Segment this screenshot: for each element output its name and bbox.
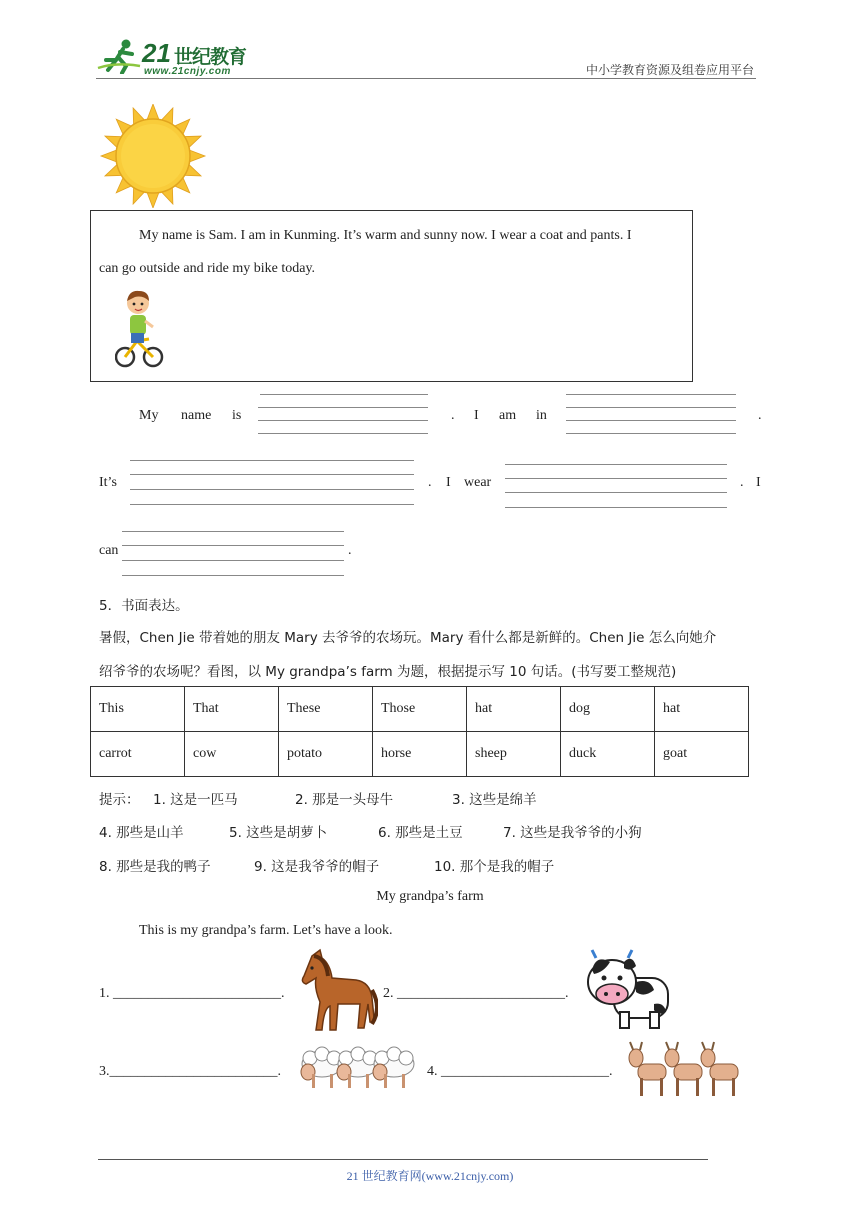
- question-5-title: 5．书面表达。: [99, 598, 189, 614]
- fill-dot-5: .: [348, 543, 352, 558]
- hints-label: 提示：: [99, 792, 140, 808]
- fill-dot-4: .: [740, 475, 744, 490]
- table-cell: Those: [373, 687, 467, 732]
- hint-5: 5. 这些是胡萝卜: [229, 825, 328, 841]
- horse-icon: [298, 948, 378, 1034]
- essay-blank-3[interactable]: 3.________________________.: [99, 1064, 281, 1079]
- fill-dot-2: .: [758, 408, 762, 423]
- site-logo: [96, 34, 266, 80]
- essay-blank-1[interactable]: 1. ________________________.: [99, 986, 285, 1001]
- header-divider: [96, 78, 756, 79]
- table-cell: This: [91, 687, 185, 732]
- footer-divider: [98, 1159, 708, 1160]
- boy-on-bike-icon: [115, 287, 167, 371]
- fill-dot-3: .: [428, 475, 432, 490]
- table-row: [91, 732, 749, 777]
- cow-icon: [584, 948, 674, 1034]
- fill-word-my: My: [139, 408, 159, 423]
- fill-word-i-3: I: [756, 475, 761, 490]
- table-row: [91, 687, 749, 732]
- hint-4: 4. 那些是山羊: [99, 825, 184, 841]
- fill-word-is: is: [232, 408, 242, 423]
- table-cell: These: [279, 687, 373, 732]
- question-5-intro-2: 绍爷爷的农场呢？看图，以 My grandpa’s farm 为题，根据提示写 10 句话。(书写要工整规范): [99, 664, 677, 680]
- word-bank-table: [90, 686, 749, 777]
- fill-word-i-2: I: [446, 475, 451, 490]
- table-cell: hat: [655, 687, 749, 732]
- essay-blank-2[interactable]: 2. ________________________.: [383, 986, 569, 1001]
- hint-3: 3. 这些是绵羊: [452, 792, 537, 808]
- table-cell: potato: [279, 732, 373, 777]
- table-cell: carrot: [91, 732, 185, 777]
- sheep-icon: [296, 1046, 420, 1094]
- hint-9: 9. 这是我爷爷的帽子: [254, 859, 380, 875]
- table-cell: horse: [373, 732, 467, 777]
- table-cell: hat: [467, 687, 561, 732]
- hint-10: 10. 那个是我的帽子: [434, 859, 555, 875]
- fill-word-its: It’s: [99, 475, 117, 490]
- fill-word-i-1: I: [474, 408, 479, 423]
- table-cell: dog: [561, 687, 655, 732]
- logo-chinese: 世纪教育: [174, 46, 247, 68]
- hint-7: 7. 这些是我爷爷的小狗: [503, 825, 642, 841]
- fill-word-in: in: [536, 408, 547, 423]
- table-cell: duck: [561, 732, 655, 777]
- question-5-intro-1: 暑假，Chen Jie 带着她的朋友 Mary 去爷爷的农场玩。Mary 看什么都是新鲜的。Chen Jie 怎么向她介: [99, 630, 717, 646]
- essay-title: My grandpa’s farm: [376, 889, 484, 904]
- essay-blank-4[interactable]: 4. ________________________.: [427, 1064, 613, 1079]
- passage-line-1: My name is Sam. I am in Kunming. It’s warm and sunny now. I wear a coat and pants. I: [139, 228, 632, 243]
- passage-line-2: can go outside and ride my bike today.: [99, 261, 316, 276]
- table-cell: cow: [185, 732, 279, 777]
- runner-icon: [96, 38, 142, 74]
- sun-icon: [98, 104, 208, 208]
- table-cell: sheep: [467, 732, 561, 777]
- fill-word-can: can: [99, 543, 119, 558]
- fill-dot-1: .: [451, 408, 455, 423]
- table-cell: goat: [655, 732, 749, 777]
- table-cell: That: [185, 687, 279, 732]
- footer-text: 21 世纪教育网(www.21cnjy.com): [346, 1169, 514, 1183]
- reading-passage-box: [90, 210, 693, 382]
- hint-8: 8. 那些是我的鸭子: [99, 859, 211, 875]
- logo-url: www.21cnjy.com: [144, 66, 231, 77]
- hint-1: 1. 这是一匹马: [153, 792, 238, 808]
- logo-number: 21: [142, 38, 171, 68]
- fill-word-name: name: [181, 408, 212, 423]
- platform-name: 中小学教育资源及组卷应用平台: [585, 63, 754, 77]
- fill-word-wear: wear: [464, 475, 492, 490]
- hint-2: 2. 那是一头母牛: [295, 792, 394, 808]
- essay-opening: This is my grandpa’s farm. Let’s have a look.: [139, 923, 393, 938]
- fill-word-am: am: [499, 408, 517, 423]
- hint-6: 6. 那些是土豆: [378, 825, 463, 841]
- goat-icon: [626, 1040, 744, 1100]
